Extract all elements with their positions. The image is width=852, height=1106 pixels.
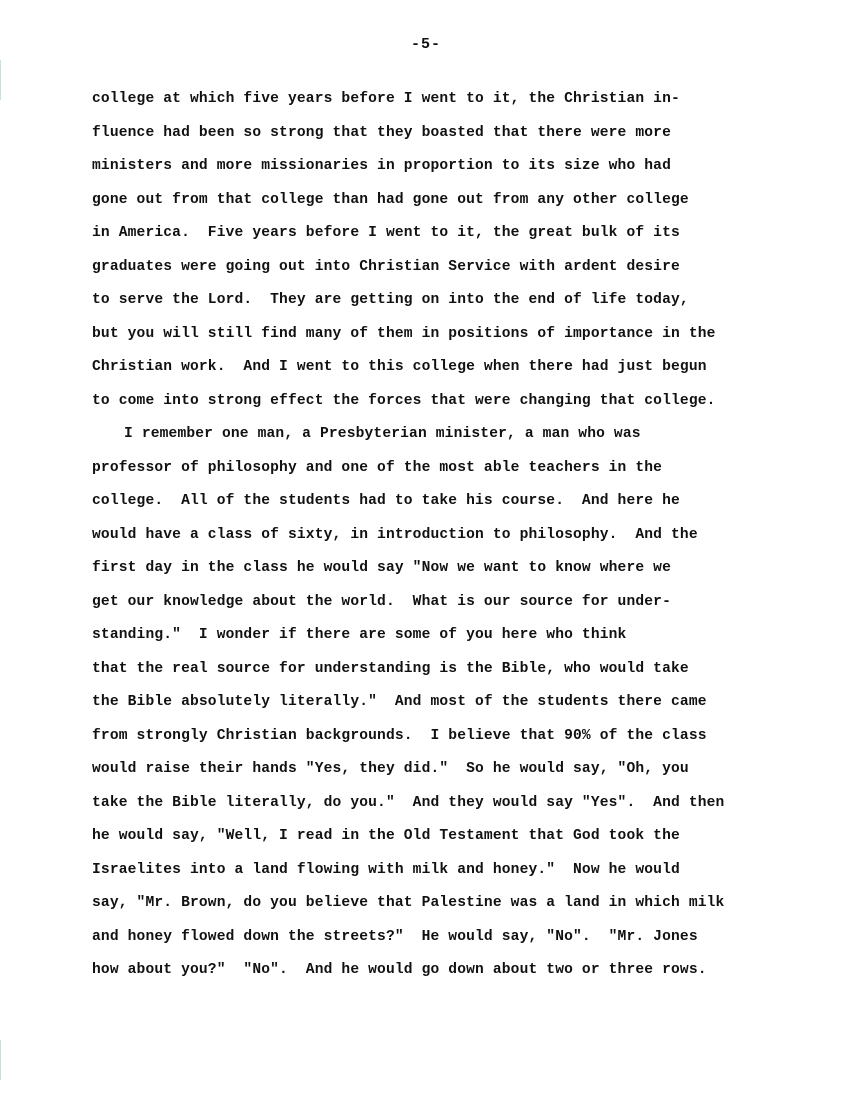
text-line: would have a class of sixty, in introduction to philosophy. And the bbox=[92, 526, 698, 543]
text-line: would raise their hands "Yes, they did." So he would say, "Oh, you bbox=[92, 761, 689, 777]
text-line: get our knowledge about the world. What is our source for under- bbox=[92, 593, 671, 610]
text-line: from strongly Christian backgrounds. I believe that 90% of the class bbox=[92, 727, 707, 744]
text-line: graduates were going out into Christian Service with ardent desire bbox=[92, 258, 680, 275]
text-line: first day in the class he would say "Now we want to know where we bbox=[92, 560, 671, 576]
text-line: professor of philosophy and one of the most able teachers in the bbox=[92, 459, 663, 476]
page-number: -5- bbox=[410, 36, 441, 53]
text-line: to serve the Lord. They are getting on into the end of life today, bbox=[92, 292, 689, 308]
body-text bbox=[92, 88, 812, 993]
text-line: but you will still find many of them in positions of importance in the bbox=[92, 325, 716, 342]
text-line: college at which five years before I went to it, the Christian in- bbox=[92, 91, 680, 107]
text-line: fluence had been so strong that they boasted that there were more bbox=[92, 124, 671, 141]
text-line: ministers and more missionaries in proportion to its size who had bbox=[92, 158, 671, 174]
text-line: Christian work. And I went to this college when there had just begun bbox=[92, 359, 707, 375]
text-line: the Bible absolutely literally." And most of the students there came bbox=[92, 694, 707, 710]
text-line: in America. Five years before I went to it, the great bulk of its bbox=[92, 225, 680, 241]
text-line: take the Bible literally, do you." And they would say "Yes". And then bbox=[92, 794, 725, 811]
text-line: gone out from that college than had gone out from any other college bbox=[92, 191, 689, 208]
text-line: say, "Mr. Brown, do you believe that Palestine was a land in which milk bbox=[92, 895, 725, 911]
paragraph-start-line: I remember one man, a Presbyterian minister, a man who was bbox=[124, 426, 641, 442]
text-line: how about you?" "No". And he would go down about two or three rows. bbox=[92, 962, 707, 978]
text-line: and honey flowed down the streets?" He would say, "No". "Mr. Jones bbox=[92, 928, 698, 945]
text-line: standing." I wonder if there are some of you here who think bbox=[92, 627, 627, 643]
text-line: college. All of the students had to take his course. And here he bbox=[92, 493, 680, 509]
text-line: he would say, "Well, I read in the Old Testament that God took the bbox=[92, 828, 680, 844]
text-line: to come into strong effect the forces that were changing that college. bbox=[92, 392, 716, 409]
text-line: Israelites into a land flowing with milk and honey." Now he would bbox=[92, 861, 680, 878]
margin-scan-mark bbox=[0, 1040, 7, 1080]
text-line: that the real source for understanding is the Bible, who would take bbox=[92, 660, 689, 677]
margin-scan-mark bbox=[0, 60, 7, 100]
